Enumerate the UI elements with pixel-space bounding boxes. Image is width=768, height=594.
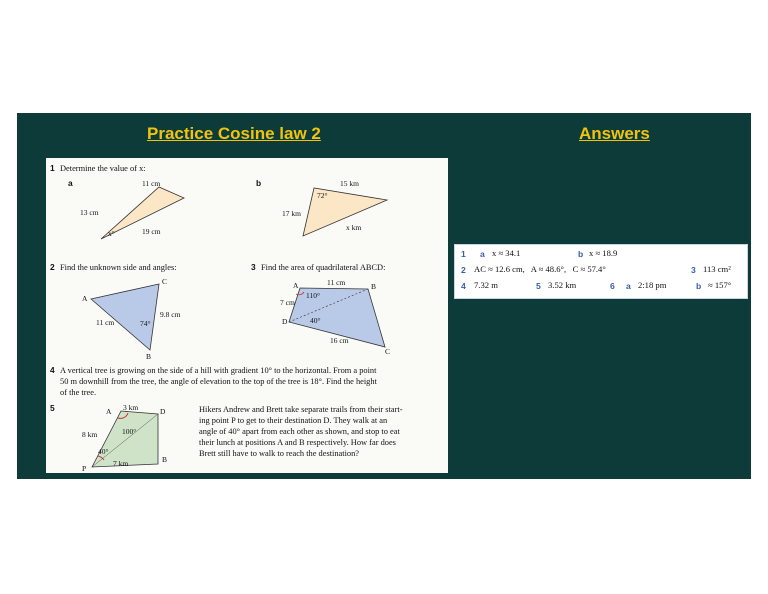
q2-vertex-c: C	[162, 277, 168, 286]
q5-vertex-a: A	[106, 407, 112, 416]
q3-vertex-a: A	[293, 281, 299, 290]
worksheet-figures	[46, 158, 448, 473]
q5-line2: ing point P to get to their destination D. They walk at an	[199, 416, 388, 425]
q2-triangle	[91, 284, 159, 350]
q1a-bottom-label: 19 cm	[142, 227, 161, 236]
q3-bottom-label: 16 cm	[330, 336, 349, 345]
q1a-top-label: 11 cm	[142, 179, 161, 188]
q2-vertex-a: A	[82, 294, 88, 303]
q3-left-label: 7 cm	[280, 298, 295, 307]
answer-1a-label: a	[480, 249, 485, 259]
q1b-triangle	[303, 188, 387, 236]
q4-line1: A vertical tree is growing on the side of a hill with gradient 10° to the horizontal. From a point	[60, 366, 377, 375]
q1-part-a: a	[68, 178, 73, 188]
answer-1-number: 1	[461, 249, 466, 259]
q3-number: 3	[251, 262, 256, 272]
q5-ad-label: 3 km	[123, 403, 139, 412]
q3-top-label: 11 cm	[327, 278, 346, 287]
q1b-angle-label: 72°	[317, 191, 328, 200]
q2-number: 2	[50, 262, 55, 272]
q5-number: 5	[50, 403, 55, 413]
q4-number: 4	[50, 365, 55, 375]
answer-1b-value: x ≈ 18.9	[589, 248, 618, 258]
answer-6b-value: ≈ 157°	[708, 280, 732, 290]
answers-panel	[454, 244, 748, 299]
answer-2-value: AC ≈ 12.6 cm, A ≈ 48.6°, C ≈ 57.4°	[474, 264, 606, 274]
q5-vertex-d: D	[160, 407, 166, 416]
answer-5-value: 3.52 km	[548, 280, 577, 290]
q5-vertex-b: B	[162, 455, 168, 464]
q3-angle2-label: 40°	[310, 316, 321, 325]
q5-line4: their lunch at positions A and B respectively. How far does	[199, 438, 396, 447]
q5-angle2-label: 40°	[98, 447, 109, 456]
q1b-right-label: x km	[346, 223, 362, 232]
answer-2-number: 2	[461, 265, 466, 275]
answer-4-value: 7.32 m	[474, 280, 498, 290]
q2-text: Find the unknown side and angles:	[60, 263, 177, 272]
answer-3-value: 113 cm²	[703, 264, 731, 274]
q1-part-b: b	[256, 178, 262, 188]
q2-angle-label: 74°	[140, 319, 151, 328]
practice-title: Practice Cosine law 2	[147, 124, 321, 143]
q4-line2: 50 m downhill from the tree, the angle of elevation to the top of the tree is 18°. Find the height	[60, 377, 377, 386]
q5-angle1-label: 100°	[122, 427, 137, 436]
worksheet	[46, 158, 448, 473]
q1b-left-label: 17 km	[282, 209, 301, 218]
q3-vertex-d: D	[282, 317, 288, 326]
answer-6b-label: b	[696, 281, 702, 291]
q3-text: Find the area of quadrilateral ABCD:	[261, 263, 386, 272]
q3-vertex-b: B	[371, 282, 377, 291]
q2-side1-label: 11 cm	[96, 318, 115, 327]
q2-vertex-b: B	[146, 352, 152, 361]
q5-pa-label: 8 km	[82, 430, 98, 439]
q5-line3: angle of 40° apart from each other as shown, and stop to eat	[199, 427, 400, 436]
answer-5-number: 5	[536, 281, 541, 291]
q1-text: Determine the value of x:	[60, 164, 146, 173]
q4-line3: of the tree.	[60, 388, 97, 397]
q3-angle1-label: 110°	[306, 291, 320, 300]
answer-6a-label: a	[626, 281, 631, 291]
q1-number: 1	[50, 163, 55, 173]
q5-vertex-p: P	[82, 464, 87, 473]
answer-1b-label: b	[578, 249, 584, 259]
q1a-left-label: 13 cm	[80, 208, 99, 217]
slide	[17, 113, 751, 479]
answer-3-number: 3	[691, 265, 696, 275]
q5-line1: Hikers Andrew and Brett take separate trails from their start-	[199, 405, 403, 414]
answers-title: Answers	[579, 124, 650, 143]
q1a-angle-label: x°	[108, 229, 115, 238]
q3-vertex-c: C	[385, 347, 391, 356]
answer-1a-value: x ≈ 34.1	[492, 248, 521, 258]
answer-6a-value: 2:18 pm	[638, 280, 667, 290]
q5-pb-label: 7 km	[113, 459, 129, 468]
answer-4-number: 4	[461, 281, 466, 291]
q5-line5: Brett still have to walk to reach the destination?	[199, 449, 360, 458]
answer-6-number: 6	[610, 281, 615, 291]
q2-side2-label: 9.8 cm	[160, 310, 181, 319]
q1b-top-label: 15 km	[340, 179, 359, 188]
